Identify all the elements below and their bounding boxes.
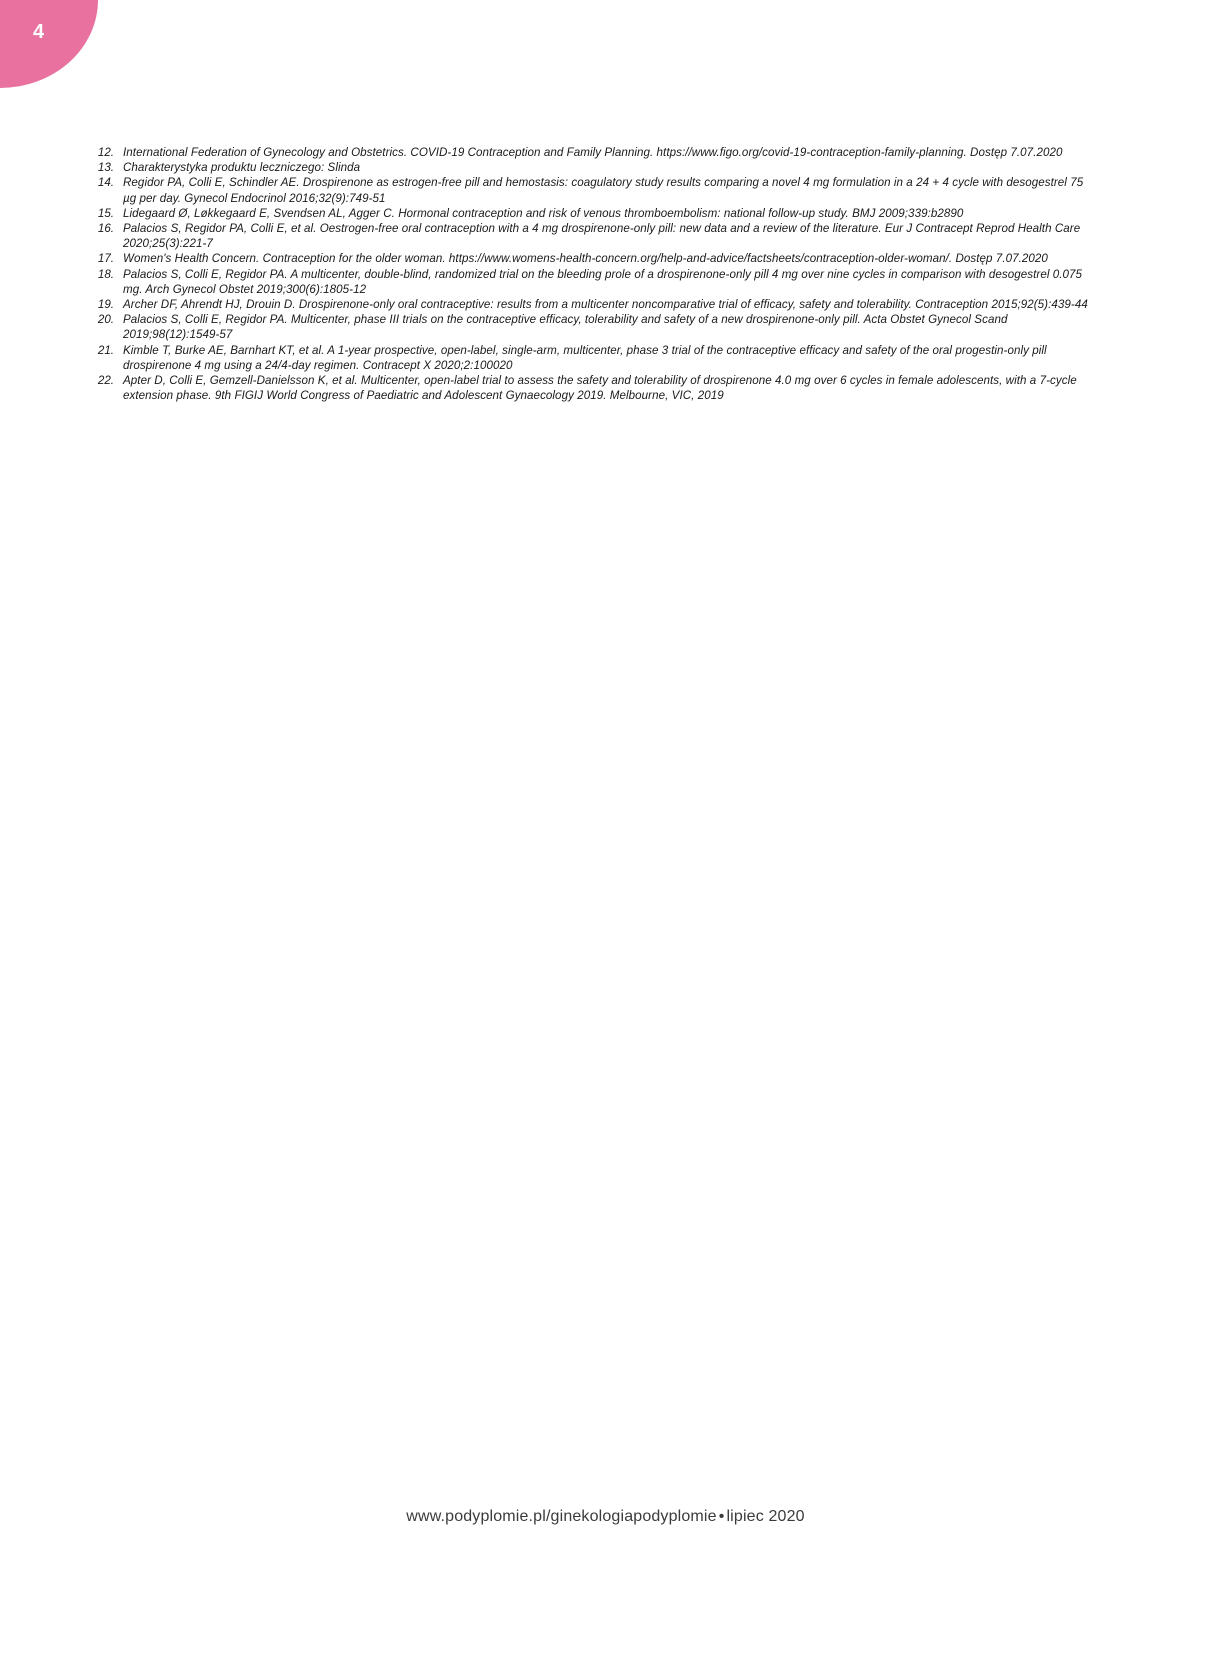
- reference-number: 22.: [97, 374, 114, 388]
- list-item: [88, 145, 1088, 160]
- footer-separator: •: [718, 1508, 725, 1525]
- reference-text: Palacios S, Colli E, Regidor PA. Multicenter, phase III trials on the contraceptive efficacy, tolerability and safety of a new drospirenone-only pill. Acta Obstet Gynecol Scand 2019;98(12):1549-57: [123, 313, 1008, 342]
- footer-issue: lipiec 2020: [726, 1508, 805, 1525]
- reference-number: 14.: [97, 176, 114, 190]
- list-item: [88, 312, 1088, 342]
- reference-number: 16.: [97, 222, 114, 236]
- list-item: [88, 297, 1088, 312]
- list-item: [88, 373, 1088, 403]
- list-item: [88, 160, 1088, 175]
- list-item: [88, 267, 1088, 297]
- reference-number: 12.: [97, 146, 114, 159]
- reference-number: 21.: [97, 343, 114, 357]
- reference-text: Lidegaard Ø, Løkkegaard E, Svendsen AL, Agger C. Hormonal contraception and risk of venous thromboembolism: national follow-up study. BMJ 2009;339:b2890: [123, 206, 964, 220]
- reference-text: Charakterystyka produktu leczniczego: Slinda: [123, 161, 361, 175]
- list-item: [88, 251, 1088, 266]
- list-item: [88, 206, 1088, 221]
- reference-number: 20.: [97, 313, 114, 327]
- page-corner-decoration: [0, 0, 98, 88]
- references-list: [88, 145, 1088, 403]
- list-item: [88, 175, 1088, 205]
- list-item: [88, 221, 1088, 251]
- reference-number: 18.: [97, 267, 114, 281]
- reference-text: Palacios S, Regidor PA, Colli E, et al. Oestrogen-free oral contraception with a 4 mg drospirenone-only pill: new data and a review of the literature. Eur J Contracept Reprod Health Care 2020;25(3):221-7: [123, 222, 1081, 251]
- footer-url: www.podyplomie.pl/ginekologiapodyplomie: [406, 1508, 717, 1525]
- reference-number: 15.: [97, 206, 114, 220]
- page-number: 4: [33, 21, 45, 43]
- reference-text: International Federation of Gynecology and Obstetrics. COVID-19 Contraception and Family Planning. https://www.figo.org/covid-19-contraception-family-planning. Dostęp 7.07.2020: [123, 146, 1063, 159]
- reference-text: Apter D, Colli E, Gemzell-Danielsson K, et al. Multicenter, open-label trial to assess the safety and tolerability of drospirenone 4.0 mg over 6 cycles in female adolescents, with a 7-cycle extension phase. 9th FIGIJ World Congress of Paediatric and Adolescent Gynaecology 2019. Melbourne, VIC, 2019: [123, 374, 1077, 403]
- reference-text: Archer DF, Ahrendt HJ, Drouin D. Drospirenone-only oral contraceptive: results from a multicenter noncomparative trial of efficacy, safety and tolerability. Contraception 2015;92(5):439-44: [123, 298, 1088, 312]
- reference-number: 17.: [97, 252, 114, 266]
- list-item: [88, 343, 1088, 373]
- reference-text: Women's Health Concern. Contraception for the older woman. https://www.womens-health-concern.org/help-and-advice/factsheets/contraception-older-woman/. Dostęp 7.07.2020: [123, 252, 1048, 266]
- reference-number: 19.: [97, 298, 114, 312]
- reference-text: Kimble T, Burke AE, Barnhart KT, et al. A 1-year prospective, open-label, single-arm, multicenter, phase 3 trial of the contraceptive efficacy and safety of the oral progestin-only pill drospirenone 4 mg using a 24/4-day regimen. Contracept X 2020;2:100020: [123, 343, 1047, 372]
- page-footer: [0, 1508, 1211, 1526]
- reference-text: Palacios S, Colli E, Regidor PA. A multicenter, double-blind, randomized trial on the bleeding prole of a drospirenone-only pill 4 mg over nine cycles in comparison with desogestrel 0.075 mg. Arch Gynecol Obstet 2019;300(6):1805-12: [123, 267, 1083, 296]
- reference-number: 13.: [97, 161, 114, 175]
- reference-text: Regidor PA, Colli E, Schindler AE. Drospirenone as estrogen-free pill and hemostasis: coagulatory study results comparing a novel 4 mg formulation in a 24 + 4 cycle with desogestrel 75 µg per day. Gynecol Endocrinol 2016;32(9):749-51: [123, 176, 1084, 205]
